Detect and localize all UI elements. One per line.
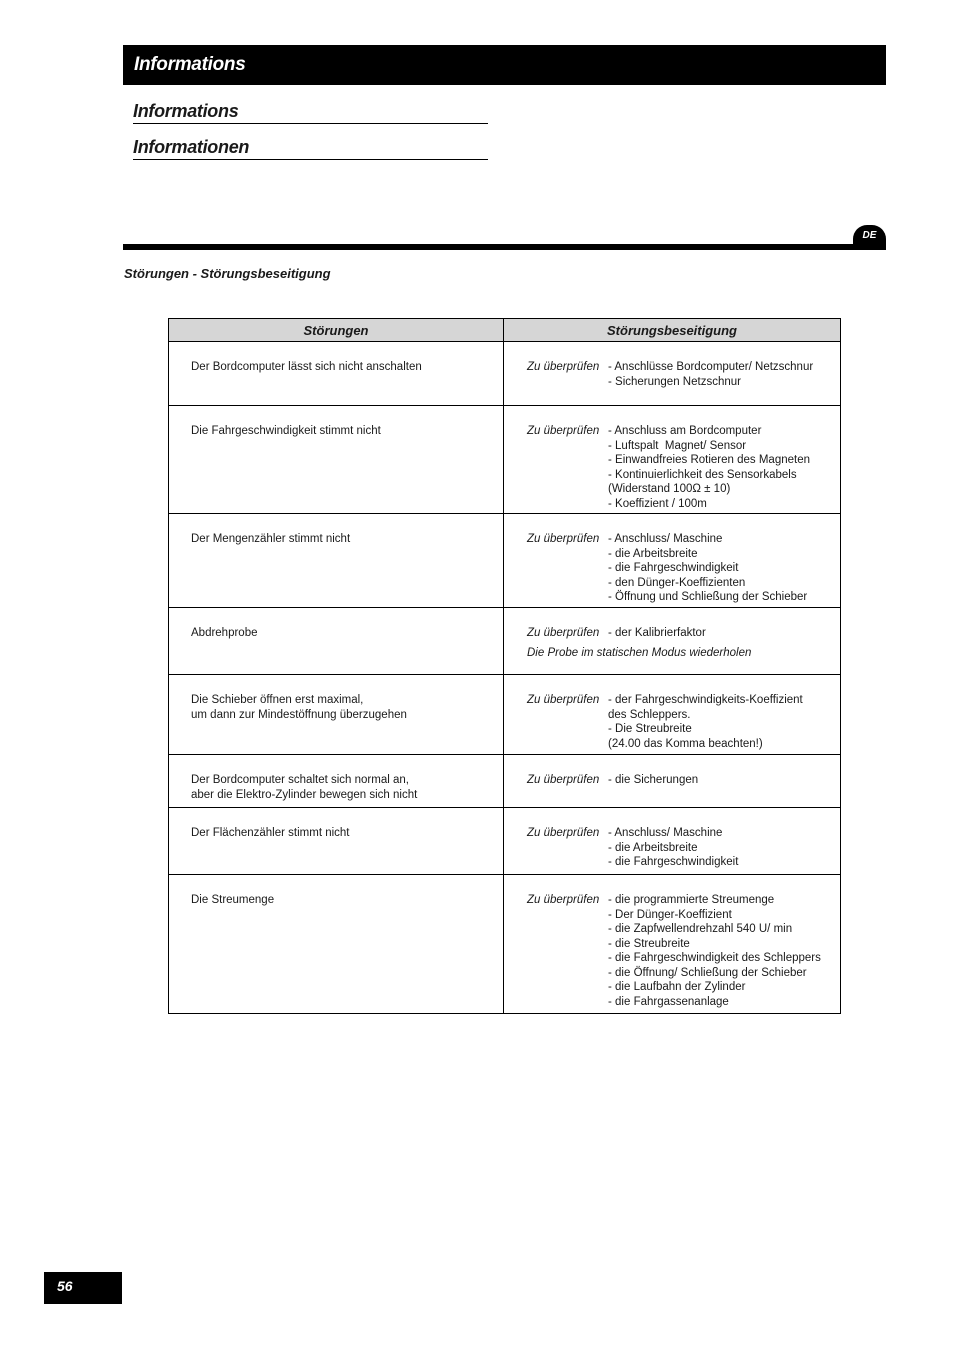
fault-text: Die Streumenge (191, 894, 275, 906)
fault-text: Die Schieber öffnen erst maximal, (191, 694, 364, 706)
check-label: Zu überprüfen (527, 361, 600, 373)
section-title: Störungen - Störungsbeseitigung (124, 266, 331, 281)
fault-cell (169, 406, 504, 514)
fault-text: Der Bordcomputer schaltet sich normal an, (191, 774, 409, 786)
column-header-remedies: Störungsbeseitigung (504, 319, 841, 342)
remedy-item: - die programmierte Streumenge (608, 894, 775, 906)
remedy-item: - Anschluss/ Maschine (608, 533, 723, 545)
table-row (169, 342, 841, 406)
remedy-item: - die Öffnung/ Schließung der Schieber (608, 966, 807, 979)
remedy-item: - Die Streubreite (608, 723, 692, 735)
check-label: Zu überprüfen (527, 894, 600, 906)
remedy-item: - die Sicherungen (608, 774, 699, 786)
troubleshooting-table (168, 318, 841, 1014)
remedy-cell (504, 406, 841, 514)
remedy-item: - Kontinuierlichkeit des Sensorkabels (608, 468, 797, 481)
table-row (169, 608, 841, 675)
remedy-item: - der Fahrgeschwindigkeits-Koeffizient (608, 694, 803, 706)
remedy-item: - den Dünger-Koeffizienten (608, 576, 746, 589)
remedy-item: - Der Dünger-Koeffizient (608, 908, 732, 921)
check-label: Zu überprüfen (527, 694, 600, 706)
fault-cell (169, 808, 504, 875)
table-row (169, 755, 841, 808)
remedy-item: - die Arbeitsbreite (608, 547, 698, 560)
remedy-item: (Widerstand 100Ω ± 10) (608, 483, 731, 495)
fault-text: Der Bordcomputer lässt sich nicht anschalten (191, 361, 422, 373)
remedy-item: - die Streubreite (608, 937, 690, 950)
remedy-cell (504, 608, 841, 675)
check-label: Zu überprüfen (527, 425, 600, 437)
check-items (608, 360, 840, 389)
fault-cell (169, 514, 504, 608)
remedy-cell (504, 675, 841, 755)
fault-text: um dann zur Mindestöffnung überzugehen (191, 708, 407, 721)
subtitle-french: Informations (133, 101, 488, 124)
check-items (608, 424, 840, 511)
remedy-item: des Schleppers. (608, 708, 691, 721)
check-items (608, 693, 840, 751)
check-items (608, 826, 840, 870)
remedy-cell (504, 808, 841, 875)
remedy-cell (504, 342, 841, 406)
subtitle-german: Informationen (133, 137, 488, 160)
banner-title: Informations (134, 54, 246, 75)
table-row (169, 514, 841, 608)
remedy-item: - die Fahrgeschwindigkeit des Schleppers (608, 952, 821, 964)
fault-cell (169, 342, 504, 406)
table-row (169, 675, 841, 755)
fault-text: Abdrehprobe (191, 627, 258, 639)
check-items (608, 893, 840, 1009)
fault-cell (169, 608, 504, 675)
remedy-item: - Anschlüsse Bordcomputer/ Netzschnur (608, 361, 814, 373)
remedy-note: Die Probe im statischen Modus wiederholen (527, 646, 752, 659)
fault-cell (169, 875, 504, 1014)
remedy-cell (504, 514, 841, 608)
check-label: Zu überprüfen (527, 827, 600, 839)
check-label: Zu überprüfen (527, 627, 600, 639)
remedy-item: - Sicherungen Netzschnur (608, 375, 741, 388)
fault-text: Der Flächenzähler stimmt nicht (191, 827, 350, 839)
section-divider (123, 244, 886, 250)
remedy-item: - Anschluss/ Maschine (608, 827, 723, 839)
check-items (608, 773, 840, 788)
remedy-item: - Luftspalt Magnet/ Sensor (608, 439, 747, 452)
language-tab: DE (853, 225, 886, 246)
column-header-faults: Störungen (169, 319, 504, 342)
remedy-item: (24.00 das Komma beachten!) (608, 737, 763, 750)
table-header-row (169, 319, 841, 342)
check-items (608, 532, 840, 605)
remedy-item: - Koeffizient / 100m (608, 497, 707, 510)
remedy-item: - die Fahrgassenanlage (608, 995, 729, 1008)
fault-text: Die Fahrgeschwindigkeit stimmt nicht (191, 425, 381, 437)
table-body (169, 342, 841, 1014)
remedy-item: - die Zapfwellendrehzahl 540 U/ min (608, 923, 793, 935)
remedy-item: - der Kalibrierfaktor (608, 627, 706, 639)
fault-cell (169, 675, 504, 755)
remedy-item: - die Arbeitsbreite (608, 841, 698, 854)
fault-text: aber die Elektro-Zylinder bewegen sich nicht (191, 788, 418, 801)
remedy-cell (504, 755, 841, 808)
remedy-item: - die Fahrgeschwindigkeit (608, 856, 739, 868)
fault-text: Der Mengenzähler stimmt nicht (191, 533, 351, 545)
page-number: 56 (44, 1272, 122, 1304)
header-banner (123, 45, 886, 85)
check-items (608, 626, 840, 641)
remedy-item: - Einwandfreies Rotieren des Magneten (608, 454, 811, 466)
remedy-item: - Öffnung und Schließung der Schieber (608, 591, 808, 603)
check-label: Zu überprüfen (527, 533, 600, 545)
check-label: Zu überprüfen (527, 774, 600, 786)
table-row (169, 808, 841, 875)
fault-cell (169, 755, 504, 808)
table-row (169, 406, 841, 514)
remedy-cell (504, 875, 841, 1014)
remedy-item: - die Laufbahn der Zylinder (608, 981, 746, 993)
remedy-item: - die Fahrgeschwindigkeit (608, 562, 739, 574)
remedy-item: - Anschluss am Bordcomputer (608, 425, 762, 437)
table-row (169, 875, 841, 1014)
